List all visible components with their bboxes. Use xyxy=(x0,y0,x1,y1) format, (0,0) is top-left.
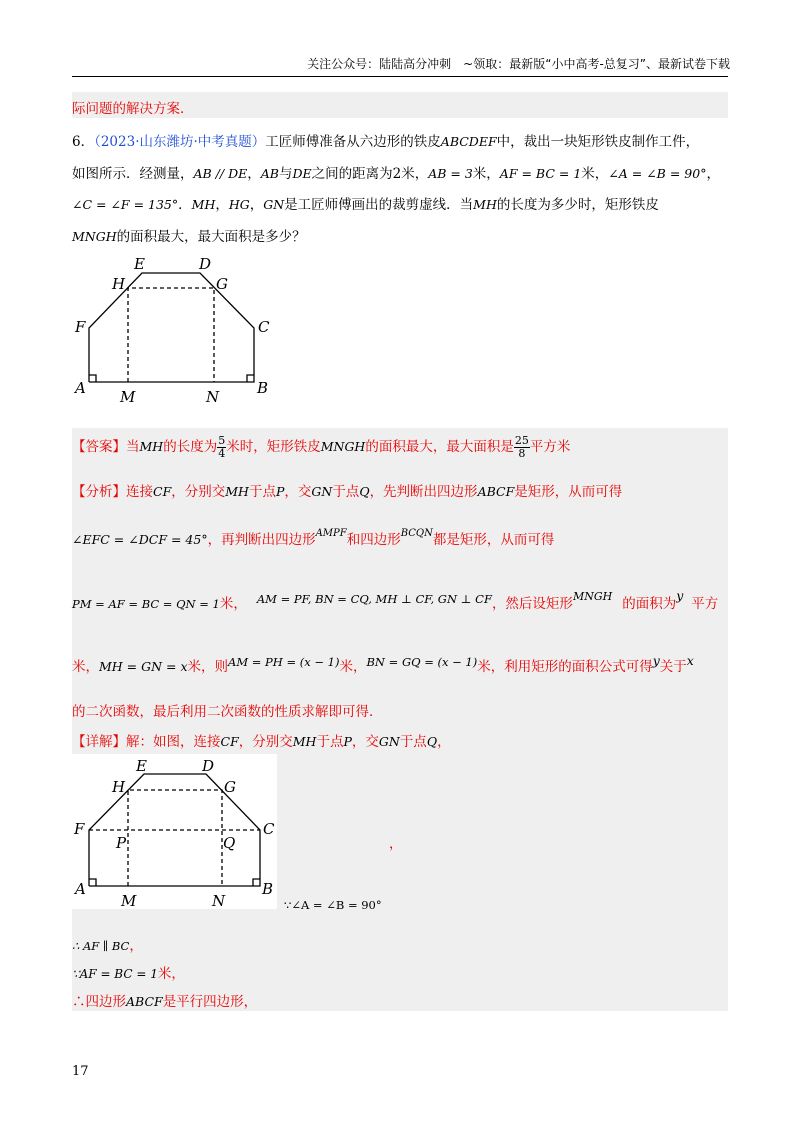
label-n-2: N xyxy=(212,892,226,909)
previous-text-line: 际问题的解决方案． xyxy=(72,101,194,117)
label-a: A xyxy=(75,379,86,397)
label-b: B xyxy=(257,379,269,397)
problem-line-3: ∠C = ∠F = 135°．MH，HG，GN是工匠师傅画出的裁剪虚线．当MH的长度为多少时，矩形铁皮 xyxy=(72,197,659,213)
problem-source: （2023·山东潍坊·中考真题） xyxy=(94,134,266,150)
problem-line-2: 如图所示．经测量，AB // DE，AB与DE之间的距离为2米，AB = 3米，AF = BC = 1米，∠A = ∠B = 90°， xyxy=(72,166,720,182)
label-m: M xyxy=(120,388,136,406)
label-b-2: B xyxy=(262,880,274,898)
label-c-2: C xyxy=(263,820,275,838)
step-2: ∴ AF ∥ BC， xyxy=(72,938,143,954)
label-f-2: F xyxy=(74,820,85,838)
label-p: P xyxy=(116,834,127,852)
analysis-line-3: PM = AF = BC = QN = 1米， AM = PF, BN = CQ, MH ⊥ CF, GN ⊥ CF，然后设矩形$^{MNGH}$ 的面积为y平方 xyxy=(72,588,719,612)
page-header: 关注公众号：陆陆高分冲刺 ~领取：最新版“小中高考-总复习”、最新试卷下载 xyxy=(307,57,730,71)
label-e-2: E xyxy=(136,757,147,775)
figure-2-comma: ， xyxy=(389,836,403,852)
label-c: C xyxy=(258,318,270,336)
problem-line-1: 6．（2023·山东潍坊·中考真题）工匠师傅准备从六边形的铁皮ABCDEF中，裁出一块矩形铁皮制作工件， xyxy=(72,134,700,150)
right-angle-b-2 xyxy=(253,879,260,886)
problem-line-4: MNGH的面积最大，最大面积是多少？ xyxy=(72,229,306,245)
right-angle-a xyxy=(89,375,96,382)
step-1: ∵∠A = ∠B = 90° xyxy=(284,898,382,912)
cut-lines-2 xyxy=(128,790,222,886)
header-divider xyxy=(72,76,728,77)
label-m-2: M xyxy=(121,892,137,909)
detail-line: 【详解】解：如图，连接CF，分别交MH于点P，交GN于点Q， xyxy=(72,734,451,750)
label-d: D xyxy=(199,255,212,273)
label-g: G xyxy=(216,275,228,293)
hexagon-figure xyxy=(72,250,292,410)
hexagon-figure-with-pq xyxy=(72,754,277,909)
analysis-line-4: 米，MH = GN = x米，则AM = PH = (x − 1)米，BN = GQ = (x − 1)米，利用矩形的面积公式可得y关于x xyxy=(72,653,694,675)
label-a-2: A xyxy=(75,880,86,898)
right-angle-b xyxy=(247,375,254,382)
step-3: ∵AF = BC = 1米， xyxy=(72,966,185,982)
analysis-line-5: 的二次函数，最后利用二次函数的性质求解即可得． xyxy=(72,704,383,720)
label-e: E xyxy=(134,255,145,273)
label-f: F xyxy=(75,318,86,336)
analysis-line-2: ∠EFC = ∠DCF = 45°，再判断出四边形$^{AMPF}$和四边形$^{BCQN}$都是矩形，从而可得 xyxy=(72,528,555,548)
label-h-2: H xyxy=(112,778,126,796)
right-angle-a-2 xyxy=(89,879,96,886)
label-n: N xyxy=(206,388,220,406)
label-q: Q xyxy=(223,834,236,852)
step-4: ∴四边形ABCF是平行四边形， xyxy=(72,994,258,1010)
answer-line: 【答案】当MH的长度为 $\frac{5}{4}$ 米时，矩形铁皮MNGH的面积最大，最大面积是 $\frac{25}{8}$ 平方米 xyxy=(72,434,571,460)
cut-lines xyxy=(128,288,214,382)
label-d-2: D xyxy=(202,757,215,775)
label-h: H xyxy=(112,275,126,293)
page-number: 17 xyxy=(72,1064,89,1079)
analysis-line-1: 【分析】连接CF，分别交MH于点P，交GN于点Q，先判断出四边形ABCF是矩形，从而可得 xyxy=(72,484,623,500)
label-g-2: G xyxy=(224,778,236,796)
